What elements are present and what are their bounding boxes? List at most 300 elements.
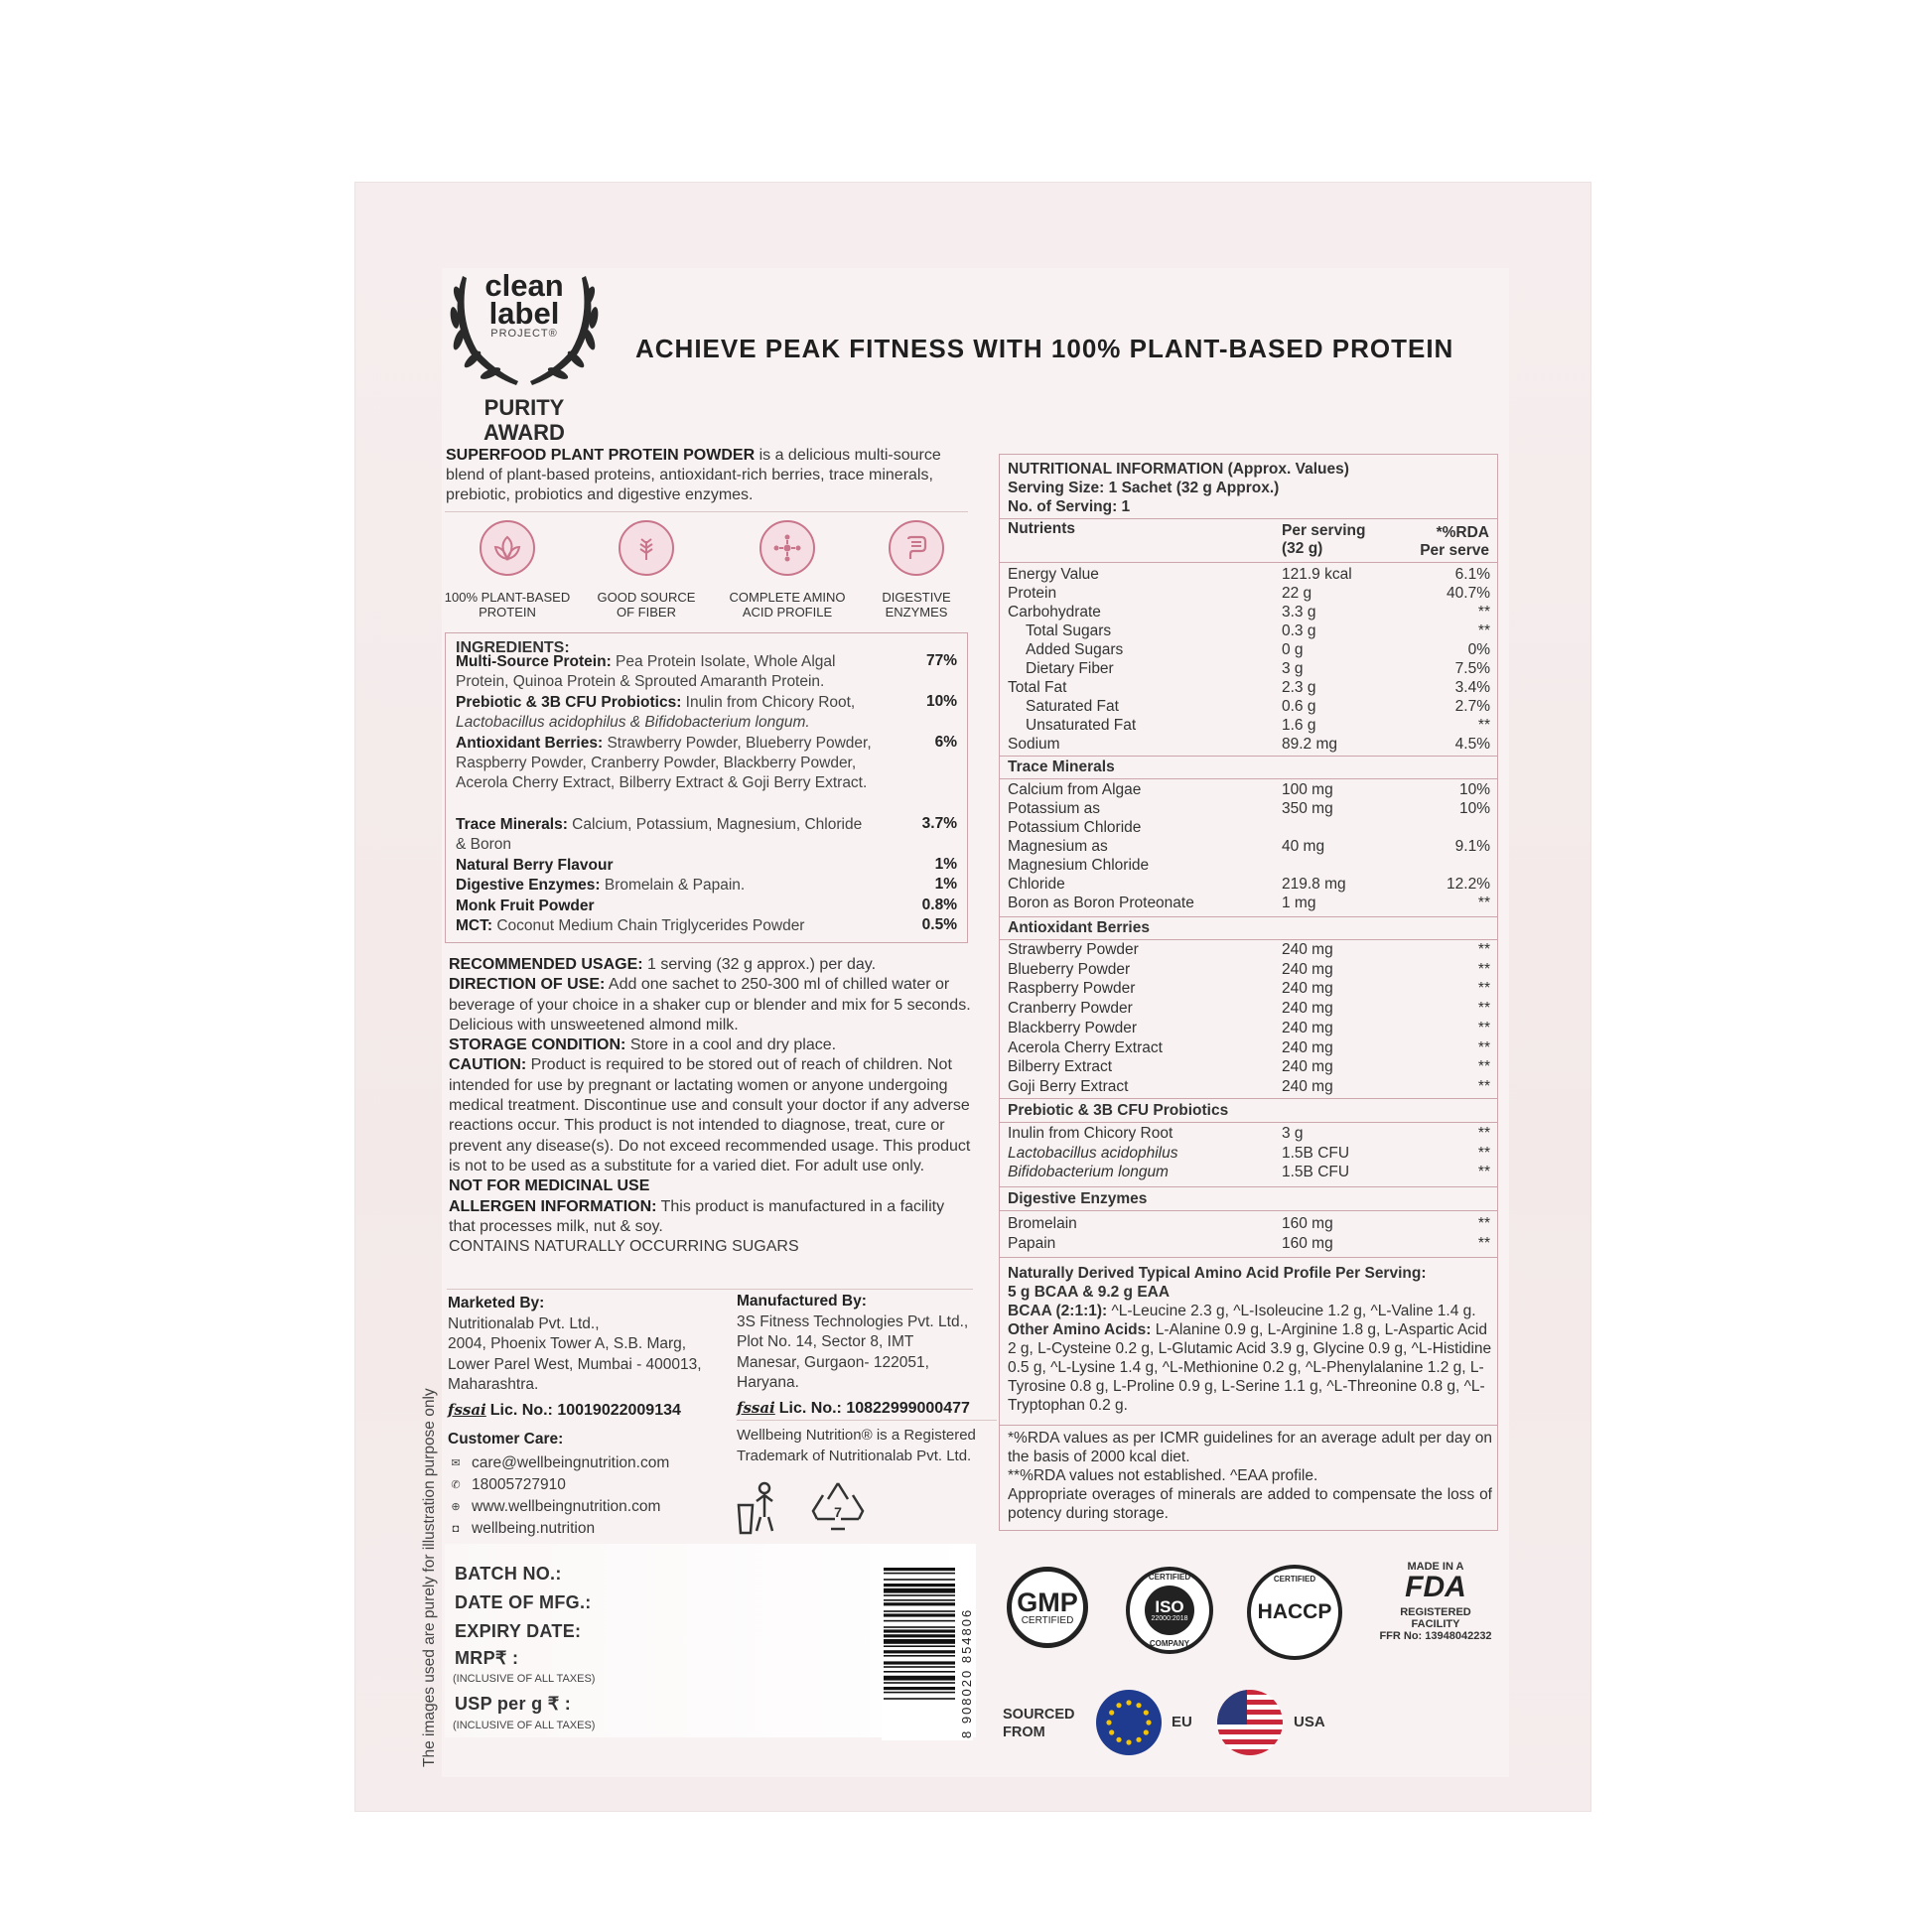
bcaa-text: ^L-Leucine 2.3 g, ^L-Isoleucine 1.2 g, ^L-Valine 1.4 g. xyxy=(1107,1303,1476,1319)
ingredient-item xyxy=(456,856,873,876)
gmp-certified: CERTIFIED xyxy=(1021,1614,1074,1626)
usage-label: ALLERGEN INFORMATION: xyxy=(449,1197,657,1215)
usa-flag-icon xyxy=(1217,1690,1283,1755)
nutrient-row xyxy=(1008,585,1490,604)
nutrient-row xyxy=(1008,1058,1490,1077)
usage-text: Store in a cool and dry place. xyxy=(625,1036,837,1054)
nutrient-name: Energy Value xyxy=(1008,566,1099,583)
nutrient-value: 160 mg xyxy=(1282,1215,1333,1232)
ingredient-item xyxy=(456,916,893,936)
ingredient-pct: 1% xyxy=(934,876,957,893)
intro-description: is a delicious multi-source blend of plant-based proteins, antioxidant-rich berries, trace minerals, prebiotic, probiotics and digestive enzymes. xyxy=(446,447,941,503)
ingredient-pct: 6% xyxy=(934,734,957,751)
nutrient-name: Acerola Cherry Extract xyxy=(1008,1038,1163,1056)
manufactured-line: Plot No. 14, Sector 8, IMT xyxy=(737,1333,914,1350)
col-per2: (32 g) xyxy=(1282,540,1323,557)
nutrient-name: Blackberry Powder xyxy=(1008,1019,1138,1036)
usage-text: Add one sachet to 250-300 ml of chilled water or beverage of your choice in a shaker cup or blender and mix for 5 seconds. Delicious with unsweetened almond milk. xyxy=(449,976,971,1034)
nutrient-name: Sodium xyxy=(1008,736,1060,753)
svg-text:7: 7 xyxy=(834,1504,842,1520)
nutrient-rda: ** xyxy=(1477,1038,1490,1056)
naturally-sugars: CONTAINS NATURALLY OCCURRING SUGARS xyxy=(449,1238,799,1256)
other-amino-label: Other Amino Acids: xyxy=(1008,1321,1152,1338)
other-amino-text: L-Alanine 0.9 g, L-Arginine 1.8 g, L-Aspartic Acid 2 g, L-Cysteine 0.2 g, L-Glutamic Acid 3.9 g, Glycine 0.9 g, ^L-Histidine 0.5 g, ^L-Lysine 1.4 g, ^L-Methionine 0.2 g, ^L-Phenylalanine 1.2 g, L-Tyrosine 0.8 g, L-Proline 0.9 g, L-Serine 1.1 g, ^L-Threonine 0.8 g, ^L-Tryptophan 0.2 g. xyxy=(1008,1321,1492,1414)
nutrient-name: Unsaturated Fat xyxy=(1026,717,1137,734)
iso-bottom: COMPANY xyxy=(1149,1639,1190,1648)
care-web[interactable] xyxy=(448,1496,736,1518)
ingredient-text: Bromelain & Papain. xyxy=(600,877,746,894)
gmp-text: GMP xyxy=(1017,1587,1078,1617)
email-icon: ✉ xyxy=(451,1457,461,1469)
table-line xyxy=(1000,916,1497,917)
nutrient-row xyxy=(1008,717,1490,736)
ingredient-text: Coconut Medium Chain Triglycerides Powder xyxy=(492,917,805,934)
web-text: www.wellbeingnutrition.com xyxy=(472,1497,661,1515)
caution xyxy=(449,1055,975,1176)
usage-text: Product is required to be stored out of reach of children. Not intended for use by pregnant or lactating women or anyone undergoing medical treatment. Discontinue use and consult your doctor if any adverse reactions occur. This product is not intended to diagnose, treat, cure or prevent any disease(s). Do not exceed recommended usage. This product is not to be used as a substitute for a varied diet. For adult use only. xyxy=(449,1056,971,1174)
nutrient-value: 240 mg xyxy=(1282,1077,1333,1095)
nutrient-rda: 2.7% xyxy=(1454,698,1490,715)
feature-enzymes xyxy=(852,520,981,620)
table-line xyxy=(1000,562,1497,563)
nutrient-name: Chloride xyxy=(1008,876,1065,893)
nutrient-name: Potassium Chloride xyxy=(1008,819,1142,836)
nutrient-row xyxy=(1008,1145,1490,1164)
nutrient-row xyxy=(1008,1235,1490,1254)
nutrient-rda: ** xyxy=(1477,604,1490,621)
fda-registered: REGISTERED xyxy=(1400,1606,1471,1618)
purity-text: PURITY xyxy=(483,395,565,420)
globe-icon: ⊕ xyxy=(451,1501,461,1513)
manufactured-by xyxy=(737,1292,1005,1419)
feature-label-line1: 100% PLANT-BASED xyxy=(444,590,571,605)
ingredient-pct: 1% xyxy=(934,856,957,873)
nutrient-rda: ** xyxy=(1477,1019,1490,1036)
nutrient-value: 121.9 kcal xyxy=(1282,566,1352,583)
nutrient-name: Added Sugars xyxy=(1026,641,1124,658)
ingredient-name: Monk Fruit Powder xyxy=(456,897,595,914)
headline: ACHIEVE PEAK FITNESS WITH 100% PLANT-BASED PROTEIN xyxy=(635,334,1454,363)
nutrient-rda: 0% xyxy=(1467,641,1490,658)
nutrient-rda: ** xyxy=(1477,1144,1490,1162)
iso-top: CERTIFIED xyxy=(1148,1573,1191,1582)
care-title: Customer Care: xyxy=(448,1431,564,1448)
col-rda1: *%RDA xyxy=(1436,524,1489,541)
nutrient-rda: ** xyxy=(1477,1215,1490,1232)
amino-sub: 5 g BCAA & 9.2 g EAA xyxy=(1008,1284,1171,1301)
nutrient-name: Potassium as xyxy=(1008,800,1101,817)
nutrient-name: Blueberry Powder xyxy=(1008,960,1131,978)
nutrient-rda: 40.7% xyxy=(1447,585,1490,602)
eu-label: EU xyxy=(1172,1714,1192,1730)
probiotics-title: Prebiotic & 3B CFU Probiotics xyxy=(1008,1102,1229,1119)
sourced-line2: FROM xyxy=(1003,1725,1045,1740)
nutrient-row xyxy=(1008,800,1490,819)
ingredient-text: Strawberry Powder, Blueberry Powder, Raspberry Powder, Cranberry Powder, Blackberry Powder, Acerola Cherry Extract, Bilberry Extract & Goji Berry Extract. xyxy=(456,735,872,791)
nutrition-table xyxy=(999,454,1498,1531)
nutrient-rda: ** xyxy=(1477,960,1490,978)
ingredient-pct: 3.7% xyxy=(921,815,957,832)
col-per-serving xyxy=(1282,522,1365,558)
mrp-note: (INCLUSIVE OF ALL TAXES) xyxy=(453,1673,596,1685)
nutrient-name: Carbohydrate xyxy=(1008,604,1101,621)
nutrient-rda: 7.5% xyxy=(1454,660,1490,677)
nutrient-value: 1.6 g xyxy=(1282,717,1316,734)
divider xyxy=(447,1289,973,1290)
fda-facility: FACILITY xyxy=(1411,1618,1460,1630)
haccp-text: HACCP xyxy=(1257,1600,1332,1623)
nutrient-value: 0.3 g xyxy=(1282,622,1316,639)
nutrient-value: 240 mg xyxy=(1282,1038,1333,1056)
nutrient-value: 240 mg xyxy=(1282,980,1333,998)
feature-amino xyxy=(723,520,852,620)
usage-instructions xyxy=(449,955,975,1257)
ingredient-name: Digestive Enzymes: xyxy=(456,877,601,894)
footnote: **%RDA values not established. ^EAA profile. xyxy=(1008,1467,1318,1484)
nutrient-rda: ** xyxy=(1477,1058,1490,1076)
nutrient-rda: 10% xyxy=(1458,800,1490,817)
feature-label-line2: ACID PROFILE xyxy=(742,605,833,620)
nutrient-rda: ** xyxy=(1477,980,1490,998)
nutrient-row xyxy=(1008,1125,1490,1144)
award-text-label: label xyxy=(488,296,560,331)
nutrient-value: 219.8 mg xyxy=(1282,876,1346,893)
ingredient-name: Natural Berry Flavour xyxy=(456,857,614,874)
footnote: *%RDA values as per ICMR guidelines for an average adult per day on the basis of 2000 kcal diet. xyxy=(1008,1430,1492,1465)
usage-label: RECOMMENDED USAGE: xyxy=(449,956,643,973)
table-line xyxy=(1000,1210,1497,1211)
nutrient-value: 240 mg xyxy=(1282,1000,1333,1018)
nutrient-value: 0 g xyxy=(1282,641,1304,658)
nutrient-value: 89.2 mg xyxy=(1282,736,1338,753)
sourced-line1: SOURCED xyxy=(1003,1707,1075,1723)
nutrient-row xyxy=(1008,838,1490,857)
not-medicinal xyxy=(449,1176,975,1196)
feature-label-line2: ENZYMES xyxy=(885,605,948,620)
ingredient-italic: Lactobacillus acidophilus & Bifidobacterium longum. xyxy=(456,714,810,731)
mrp: MRP₹ : xyxy=(455,1648,519,1668)
ingredient-item xyxy=(456,734,873,793)
nutrient-value: 40 mg xyxy=(1282,838,1325,855)
ingredient-name: Trace Minerals: xyxy=(456,816,568,833)
ingredient-pct: 0.8% xyxy=(921,897,957,913)
date-of-mfg: DATE OF MFG.: xyxy=(455,1592,592,1612)
table-line xyxy=(1000,1122,1497,1123)
nutrient-rda: ** xyxy=(1477,895,1490,911)
table-line xyxy=(1000,939,1497,940)
bcaa xyxy=(1008,1302,1492,1320)
iso-standard: 22000:2018 xyxy=(1151,1614,1188,1622)
haccp-top: CERTIFIED xyxy=(1273,1575,1316,1584)
leaf-icon xyxy=(480,520,535,576)
nutrient-value: 3.3 g xyxy=(1282,604,1316,621)
servings-count: No. of Serving: 1 xyxy=(1008,498,1131,515)
nutrient-row xyxy=(1008,857,1490,876)
ingredient-item xyxy=(456,876,873,896)
nutrient-row xyxy=(1008,622,1490,641)
nutrient-rda: ** xyxy=(1477,1164,1490,1180)
ingredients-box xyxy=(445,632,968,943)
table-line xyxy=(1000,518,1497,519)
usa-label: USA xyxy=(1294,1714,1325,1730)
nutrient-row xyxy=(1008,698,1490,717)
col-nutrients: Nutrients xyxy=(1008,520,1076,537)
feature-label-line1: COMPLETE AMINO xyxy=(729,590,846,605)
nutrient-value: 1.5B CFU xyxy=(1282,1164,1350,1180)
dispose-bin-icon xyxy=(735,1481,784,1537)
nutrient-row xyxy=(1008,1039,1490,1058)
marketed-license xyxy=(448,1400,736,1422)
nutrient-value: 22 g xyxy=(1282,585,1312,602)
license-number: Lic. No.: 10822999000477 xyxy=(778,1399,970,1417)
nutrient-value: 2.3 g xyxy=(1282,679,1316,696)
ingredient-name: Multi-Source Protein: xyxy=(456,653,612,670)
nutrient-value: 240 mg xyxy=(1282,941,1333,958)
nutrient-value: 100 mg xyxy=(1282,781,1333,798)
fssai-logo: fssai xyxy=(737,1398,775,1417)
fda-number: FFR No: 13948042232 xyxy=(1379,1630,1492,1642)
nutrient-name: Saturated Fat xyxy=(1026,698,1119,715)
ingredient-text: Inulin from Chicory Root, xyxy=(681,694,856,711)
nutrient-row xyxy=(1008,819,1490,838)
usage-label: CAUTION: xyxy=(449,1056,527,1074)
haccp-badge xyxy=(1247,1565,1342,1660)
ingredient-pct: 0.5% xyxy=(921,916,957,933)
expiry-date: EXPIRY DATE: xyxy=(455,1621,582,1641)
nutrient-row xyxy=(1008,736,1490,755)
nutrient-row xyxy=(1008,941,1490,960)
nutrient-value: 240 mg xyxy=(1282,960,1333,978)
nutrient-row xyxy=(1008,1164,1490,1182)
nutrient-rda: ** xyxy=(1477,1077,1490,1095)
fda-made: MADE IN A xyxy=(1407,1561,1464,1573)
nutrient-value: 1 mg xyxy=(1282,895,1316,911)
nutrient-row xyxy=(1008,1020,1490,1038)
nutrient-row xyxy=(1008,1215,1490,1234)
nutrient-row xyxy=(1008,1078,1490,1097)
nutrient-rda: ** xyxy=(1477,941,1490,958)
nutrient-name: Inulin from Chicory Root xyxy=(1008,1125,1173,1142)
ingredient-name: Antioxidant Berries: xyxy=(456,735,604,752)
fssai-logo: fssai xyxy=(448,1400,486,1419)
award-text-project: PROJECT® xyxy=(490,328,558,340)
manufactured-title: Manufactured By: xyxy=(737,1293,867,1310)
nutrient-name: Magnesium Chloride xyxy=(1008,857,1150,874)
nutrient-row xyxy=(1008,660,1490,679)
storage-condition xyxy=(449,1035,975,1055)
table-line xyxy=(1000,1257,1497,1258)
license-number: Lic. No.: 10019022009134 xyxy=(489,1401,681,1419)
trace-title: Trace Minerals xyxy=(1008,759,1115,775)
col-per1: Per serving xyxy=(1282,522,1366,539)
nutrient-name: Dietary Fiber xyxy=(1026,660,1114,677)
nutrient-name: Boron as Boron Proteonate xyxy=(1008,895,1194,911)
ingredient-item xyxy=(456,897,873,916)
manufactured-line: Manesar, Gurgaon- 122051, xyxy=(737,1353,929,1371)
nutrient-row xyxy=(1008,895,1490,913)
amino-profile xyxy=(1008,1264,1492,1415)
nutrient-value: 240 mg xyxy=(1282,1019,1333,1036)
nutrient-value: 160 mg xyxy=(1282,1235,1333,1252)
phone-text: 18005727910 xyxy=(472,1475,566,1493)
usage-label: NOT FOR MEDICINAL USE xyxy=(449,1177,650,1195)
feature-plant-based xyxy=(443,520,572,620)
nutrient-name: Raspberry Powder xyxy=(1008,980,1136,998)
nutrient-row xyxy=(1008,876,1490,895)
nutrient-row xyxy=(1008,1000,1490,1019)
col-rda2: Per serve xyxy=(1420,542,1489,559)
ingredient-name: MCT: xyxy=(456,917,493,934)
nutrient-name: Strawberry Powder xyxy=(1008,941,1139,958)
clean-label-award xyxy=(443,266,606,445)
nutrient-rda: ** xyxy=(1477,1235,1490,1252)
nutrient-value: 1.5B CFU xyxy=(1282,1144,1350,1162)
usage-text: 1 serving (32 g approx.) per day. xyxy=(642,956,877,973)
table-line xyxy=(1000,1425,1497,1426)
nutrient-name: Magnesium as xyxy=(1008,838,1108,855)
nutrient-name: Cranberry Powder xyxy=(1008,1000,1133,1018)
berries-title: Antioxidant Berries xyxy=(1008,919,1150,936)
molecule-icon xyxy=(759,520,815,576)
nutrient-name: Total Sugars xyxy=(1026,622,1112,639)
manufactured-license xyxy=(737,1398,1005,1420)
award-text-clean: clean xyxy=(484,268,564,303)
nutrient-row xyxy=(1008,566,1490,585)
award-purity xyxy=(443,395,606,445)
barcode xyxy=(882,1566,973,1740)
nutrition-title: NUTRITIONAL INFORMATION (Approx. Values) xyxy=(1008,461,1349,478)
nutrient-row xyxy=(1008,604,1490,622)
feature-label-line2: PROTEIN xyxy=(479,605,536,620)
amino-title: Naturally Derived Typical Amino Acid Profile Per Serving: xyxy=(1008,1265,1427,1282)
iso-badge xyxy=(1126,1567,1213,1654)
marketed-line: Lower Parel West, Mumbai - 400013, xyxy=(448,1355,702,1373)
nutrient-rda: 6.1% xyxy=(1454,566,1490,583)
ingredient-pct: 10% xyxy=(925,693,957,710)
ingredient-item xyxy=(456,693,873,733)
marketed-line: Maharashtra. xyxy=(448,1376,539,1393)
care-instagram[interactable] xyxy=(448,1518,736,1540)
feature-label-line2: OF FIBER xyxy=(617,605,676,620)
nutrient-value: 240 mg xyxy=(1282,1058,1333,1076)
nutrient-name: Protein xyxy=(1008,585,1057,602)
email-text: care@wellbeingnutrition.com xyxy=(472,1453,670,1471)
table-line xyxy=(1000,778,1497,779)
nutrient-row xyxy=(1008,961,1490,980)
instagram-text: wellbeing.nutrition xyxy=(472,1519,596,1537)
serving-size: Serving Size: 1 Sachet (32 g Approx.) xyxy=(1008,480,1280,496)
footnote: Appropriate overages of minerals are added to compensate the loss of potency during storage. xyxy=(1008,1486,1492,1522)
other-amino xyxy=(1008,1320,1492,1415)
nutrient-rda: 4.5% xyxy=(1454,736,1490,753)
phone-icon: ✆ xyxy=(451,1479,461,1491)
ingredient-pct: 77% xyxy=(925,652,957,669)
allergen-info xyxy=(449,1197,975,1238)
ingredient-item xyxy=(456,652,873,692)
ingredient-name: Prebiotic & 3B CFU Probiotics: xyxy=(456,694,682,711)
nutrient-row xyxy=(1008,679,1490,698)
col-rda xyxy=(1420,524,1489,560)
nutrient-rda: 3.4% xyxy=(1454,679,1490,696)
divider xyxy=(737,1420,997,1421)
direction-of-use xyxy=(449,975,975,1035)
enzymes-title: Digestive Enzymes xyxy=(1008,1190,1148,1207)
table-line xyxy=(1000,1098,1497,1099)
sourced-from xyxy=(1003,1706,1075,1741)
nutrient-rda: ** xyxy=(1477,622,1490,639)
feature-fiber xyxy=(582,520,711,620)
manufactured-line: 3S Fitness Technologies Pvt. Ltd., xyxy=(737,1312,969,1330)
nutrient-row xyxy=(1008,781,1490,800)
marketed-title: Marketed By: xyxy=(448,1295,545,1311)
fda-badge xyxy=(1376,1561,1495,1642)
feature-icons xyxy=(443,520,969,629)
usage-label: DIRECTION OF USE: xyxy=(449,976,606,994)
nutrient-name: Goji Berry Extract xyxy=(1008,1077,1129,1095)
illustration-note: The images used are purely for illustration purpose only xyxy=(421,1388,438,1767)
divider xyxy=(445,511,968,512)
nutrient-rda: 9.1% xyxy=(1454,838,1490,855)
customer-care xyxy=(448,1430,736,1540)
nutrient-row xyxy=(1008,980,1490,999)
nutrient-name: Bifidobacterium longum xyxy=(1008,1164,1169,1180)
eu-flag-icon xyxy=(1096,1690,1162,1755)
wheat-icon xyxy=(619,520,674,576)
barcode-digits: 8 908020 854806 xyxy=(959,1607,974,1738)
ingredients-title: INGREDIENTS: xyxy=(456,639,570,656)
table-line xyxy=(1000,756,1497,757)
feature-label-line1: DIGESTIVE xyxy=(882,590,951,605)
marketed-line: Nutritionalab Pvt. Ltd., xyxy=(448,1314,600,1332)
stomach-icon xyxy=(889,520,944,576)
footnotes xyxy=(1008,1429,1492,1523)
award-text: AWARD xyxy=(483,420,565,445)
nutrient-rda: 10% xyxy=(1458,781,1490,798)
bcaa-label: BCAA (2:1:1): xyxy=(1008,1303,1108,1319)
trademark-line: Wellbeing Nutrition® is a Registered xyxy=(737,1427,976,1444)
iso-text: ISO xyxy=(1155,1596,1184,1616)
nutrient-value: 3 g xyxy=(1282,1125,1304,1142)
nutrient-name: Bromelain xyxy=(1008,1215,1077,1232)
feature-label-line1: GOOD SOURCE xyxy=(597,590,696,605)
table-line xyxy=(1000,1186,1497,1187)
care-phone[interactable] xyxy=(448,1474,736,1496)
nutrient-value: 0.6 g xyxy=(1282,698,1316,715)
usp-note: (INCLUSIVE OF ALL TAXES) xyxy=(453,1720,596,1731)
intro-product-name: SUPERFOOD PLANT PROTEIN POWDER xyxy=(446,447,756,464)
marketed-by xyxy=(448,1294,736,1421)
ingredient-text: Pea Protein Isolate, Whole Algal Protein, Quinoa Protein & Sprouted Amaranth Protein. xyxy=(456,653,836,690)
instagram-icon: ◘ xyxy=(452,1522,460,1535)
gmp-badge xyxy=(1007,1567,1088,1648)
nutrient-rda: ** xyxy=(1477,1000,1490,1018)
nutrient-value: 350 mg xyxy=(1282,800,1333,817)
recycle-icon xyxy=(809,1479,867,1535)
batch-no: BATCH NO.: xyxy=(455,1564,562,1584)
nutrient-rda: ** xyxy=(1477,1125,1490,1142)
usage-label: STORAGE CONDITION: xyxy=(449,1036,626,1054)
care-email[interactable] xyxy=(448,1452,736,1474)
nutrient-rda: 12.2% xyxy=(1447,876,1490,893)
nutrient-row xyxy=(1008,641,1490,660)
usage-text: This product is manufactured in a facility that processes milk, nut & soy. xyxy=(449,1197,945,1235)
nutrient-name: Calcium from Algae xyxy=(1008,781,1142,798)
nutrient-rda: ** xyxy=(1477,717,1490,734)
nutrient-name: Bilberry Extract xyxy=(1008,1058,1113,1076)
marketed-line: 2004, Phoenix Tower A, S.B. Marg, xyxy=(448,1335,687,1352)
nutrient-name: Lactobacillus acidophilus xyxy=(1008,1144,1178,1162)
ingredient-item xyxy=(456,815,873,855)
